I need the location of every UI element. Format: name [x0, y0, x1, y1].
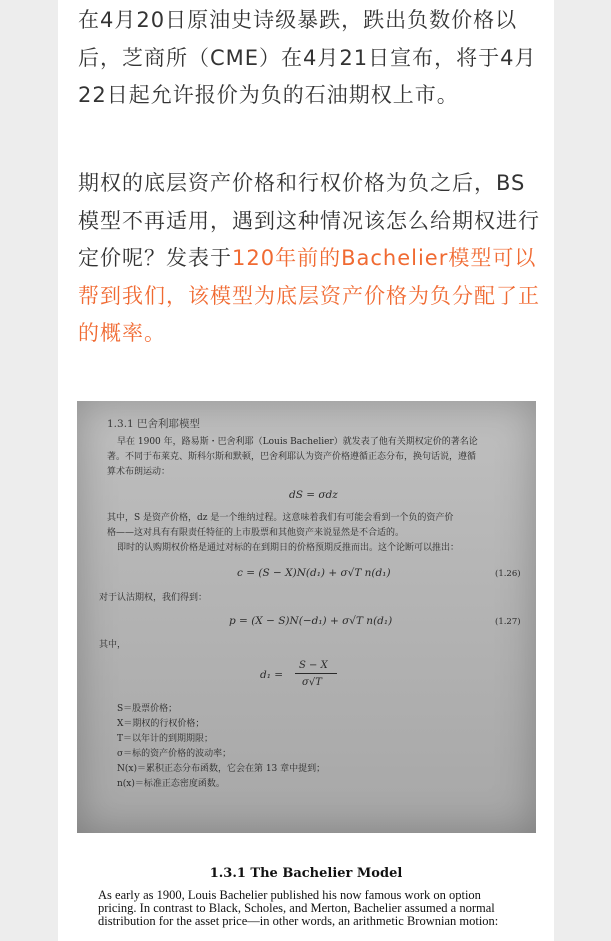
scan-line: 其中，S 是资产价格，dz 是一个维纳过程。这意味着我们有可能会看到一个负的资产价: [107, 513, 454, 523]
scan-definition: T＝以年计的到期期限；: [117, 734, 214, 744]
scan-line: 早在 1900 年，路易斯・巴舍利耶（Louis Bachelier）就发表了他有关期权定价的著名论: [117, 437, 478, 447]
scan-definition: n(x)＝标准正态密度函数。: [117, 779, 225, 789]
scan-line: 其中，: [99, 640, 127, 650]
article-page: [58, 0, 554, 941]
scan-equation-lhs: d₁ =: [260, 669, 284, 681]
scan-definition: σ＝标的资产价格的波动率；: [117, 749, 232, 759]
scan-equation-number: (1.26): [495, 569, 521, 579]
scan-line: 格——这对具有有限责任特征的上市股票和其他资产来说显然是不合适的。: [107, 528, 405, 538]
article-paragraph-2: [78, 165, 540, 353]
scan-equation: c = (S − X)N(d₁) + σ√T n(d₁): [237, 567, 391, 579]
scan-fraction-bar: [295, 673, 337, 674]
scan-line: 算术布朗运动：: [107, 467, 171, 477]
scan-definition: N(x)＝累积正态分布函数，它会在第 13 章中提到；: [117, 764, 326, 774]
scan-fraction-numerator: S − X: [299, 660, 328, 671]
scan-line: 著。不同于布莱克、斯科尔斯和默顿，巴舍利耶认为资产价格遵循正态分布，换句话说，遵循: [107, 452, 477, 462]
scan-equation: p = (X − S)N(−d₁) + σ√T n(d₁): [229, 615, 393, 627]
scan-equation: dS = σdz: [289, 489, 338, 501]
paragraph-plain-text: 期权的底层资产价格和行权价格为负之后，BS模型不再适用，遇到这种情况该怎么给期权进行定价呢？发表于: [78, 171, 540, 270]
scan-equation-number: (1.27): [495, 617, 521, 627]
scan-line: 对于认沽期权，我们得到：: [99, 593, 208, 603]
scan-section-title: 1.3.1 巴舍利耶模型: [107, 418, 201, 430]
article-paragraph-1: 在4月20日原油史诗级暴跌，跌出负数价格以后，芝商所（CME）在4月21日宣布，将于4月22日起允许报价为负的石油期权上市。: [78, 8, 537, 107]
book-section-title: 1.3.1 The Bachelier Model: [209, 866, 403, 881]
textbook-scan-image: [77, 401, 536, 833]
paragraph-highlight-text: 120年前的Bachelier模型可以帮到我们，该模型为底层资产价格为负分配了正的概率。: [78, 246, 540, 345]
scan-fraction-denominator: σ√T: [302, 677, 322, 688]
scan-line: 即时的认购期权价格是通过对标的在到期日的价格预期反推而出。这个论断可以推出：: [117, 543, 460, 553]
scan-definition: X＝期权的行权价格；: [117, 719, 205, 729]
book-body-text: As early as 1900, Louis Bachelier published his now famous work on option pricing. In contrast to Black, Scholes, and Merton, Bachelier assumed a normal distribution for the asset price—in other words, an arithmetic Brownian motion:: [98, 888, 499, 928]
scan-definition: S＝股票价格；: [117, 704, 178, 714]
